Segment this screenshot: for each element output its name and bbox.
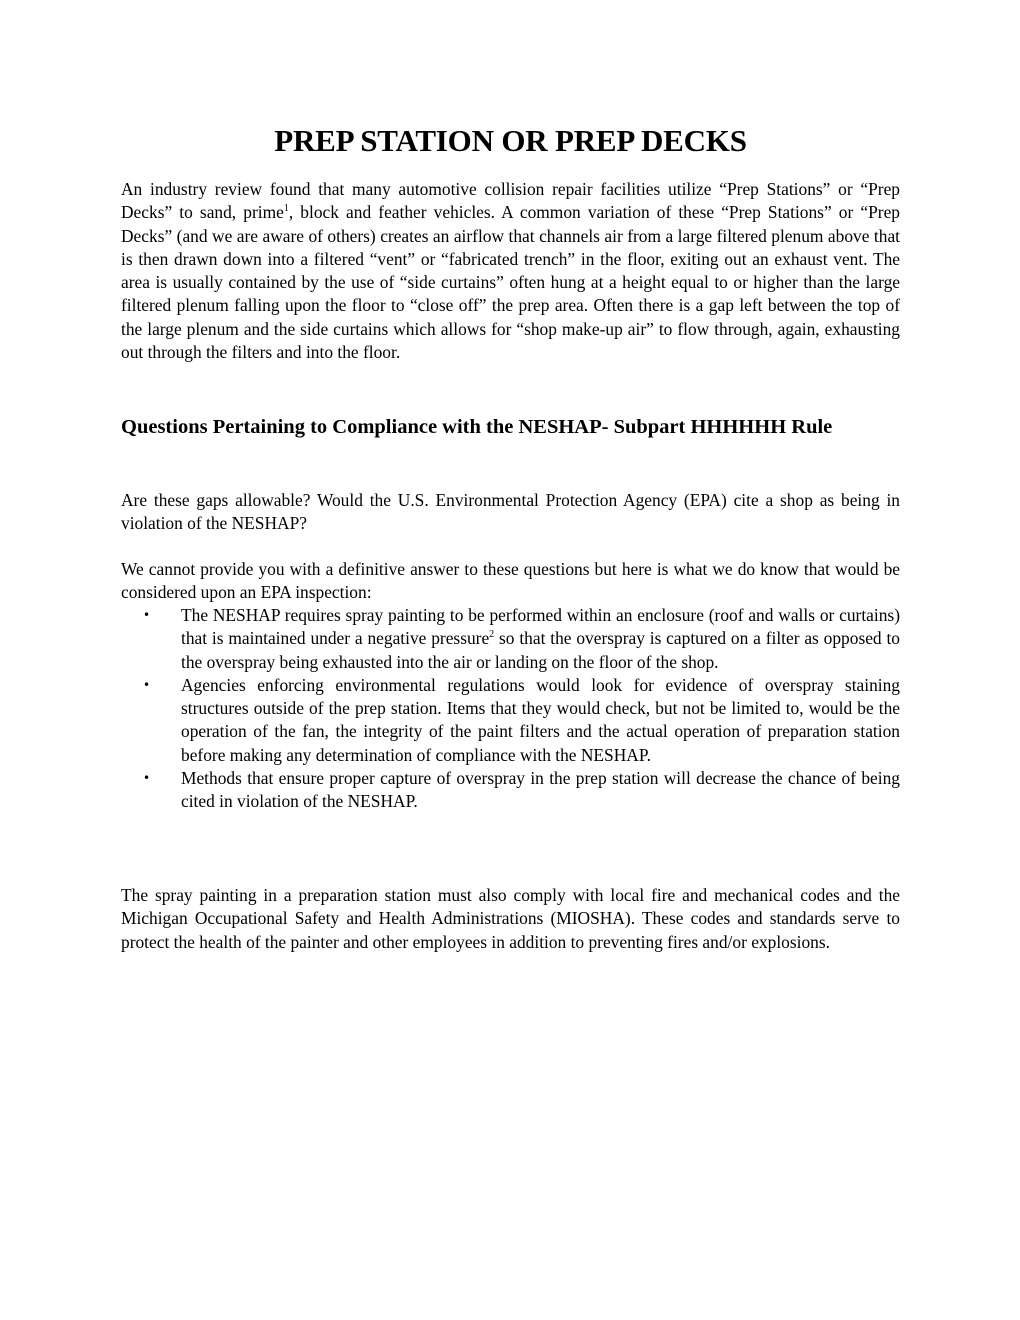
bullet-text: Methods that ensure proper capture of overspray in the prep station will decrease the chance of being cited in violation of the NESHAP. bbox=[181, 768, 900, 812]
bullet-icon: • bbox=[143, 608, 151, 622]
footnote-marker-1[interactable]: 1 bbox=[283, 202, 289, 214]
answer-intro-paragraph: We cannot provide you with a definitive answer to these questions but here is what we do know that would be considered upon an EPA inspection: bbox=[121, 559, 900, 603]
intro-text-part-2: , block and feather vehicles. A common variation of these “Prep Stations” or “Prep Decks” (and we are aware of others) creates an airflow that channels air from a large filtered plenum above that is then drawn down into a filtered “vent” or “fabricated trench” in the floor, exiting out an exhaust vent. The area is usually contained by the use of “side curtains” often hung at a height equal to or higher than the large filtered plenum falling upon the floor to “close off” the prep area. Often there is a gap left between the top of the large plenum and the side curtains which allows for “shop make-up air” to flow through, again, exhausting out through the filters and into the floor. bbox=[121, 202, 900, 363]
bullet-icon: • bbox=[143, 771, 151, 786]
section-heading: Questions Pertaining to Compliance with the NESHAP- Subpart HHHHHH Rule bbox=[121, 416, 833, 438]
bullet-item bbox=[121, 674, 900, 767]
closing-paragraph: The spray painting in a preparation station must also comply with local fire and mechanical codes and the Michigan Occupational Safety and Health Administrations (MIOSHA). These codes and standards serve to protect the health of the painter and other employees in addition to preventing fires and/or explosions. bbox=[121, 885, 900, 952]
compliance-bullet-list bbox=[121, 604, 900, 814]
bullet-item bbox=[121, 604, 900, 674]
bullet-item bbox=[121, 767, 900, 814]
bullet-icon: • bbox=[143, 677, 151, 692]
bullet-text-part-1: The NESHAP requires spray painting to be performed within an enclosure (roof and walls or curtains) that is maintained under a negative pressure bbox=[181, 605, 900, 649]
intro-text-part-1: An industry review found that many automotive collision repair facilities utilize “Prep Stations” or “Prep Decks” to sand, prime bbox=[121, 179, 900, 223]
document-title: PREP STATION OR PREP DECKS bbox=[274, 123, 747, 158]
bullet-text: Agencies enforcing environmental regulations would look for evidence of overspray staining structures outside of the prep station. Items that they would check, but not be limited to, would be the operation of the fan, the integrity of the paint filters and the actual operation of preparation station before making any determination of compliance with the NESHAP. bbox=[181, 674, 900, 765]
intro-paragraph bbox=[121, 178, 900, 364]
bullet-text-part-2: so that the overspray is captured on a filter as opposed to the overspray being exhausted into the air or landing on the floor of the shop. bbox=[181, 628, 900, 672]
questions-paragraph: Are these gaps allowable? Would the U.S. Environmental Protection Agency (EPA) cite a shop as being in violation of the NESHAP? bbox=[121, 490, 900, 534]
footnote-marker-2[interactable]: 2 bbox=[489, 628, 495, 640]
